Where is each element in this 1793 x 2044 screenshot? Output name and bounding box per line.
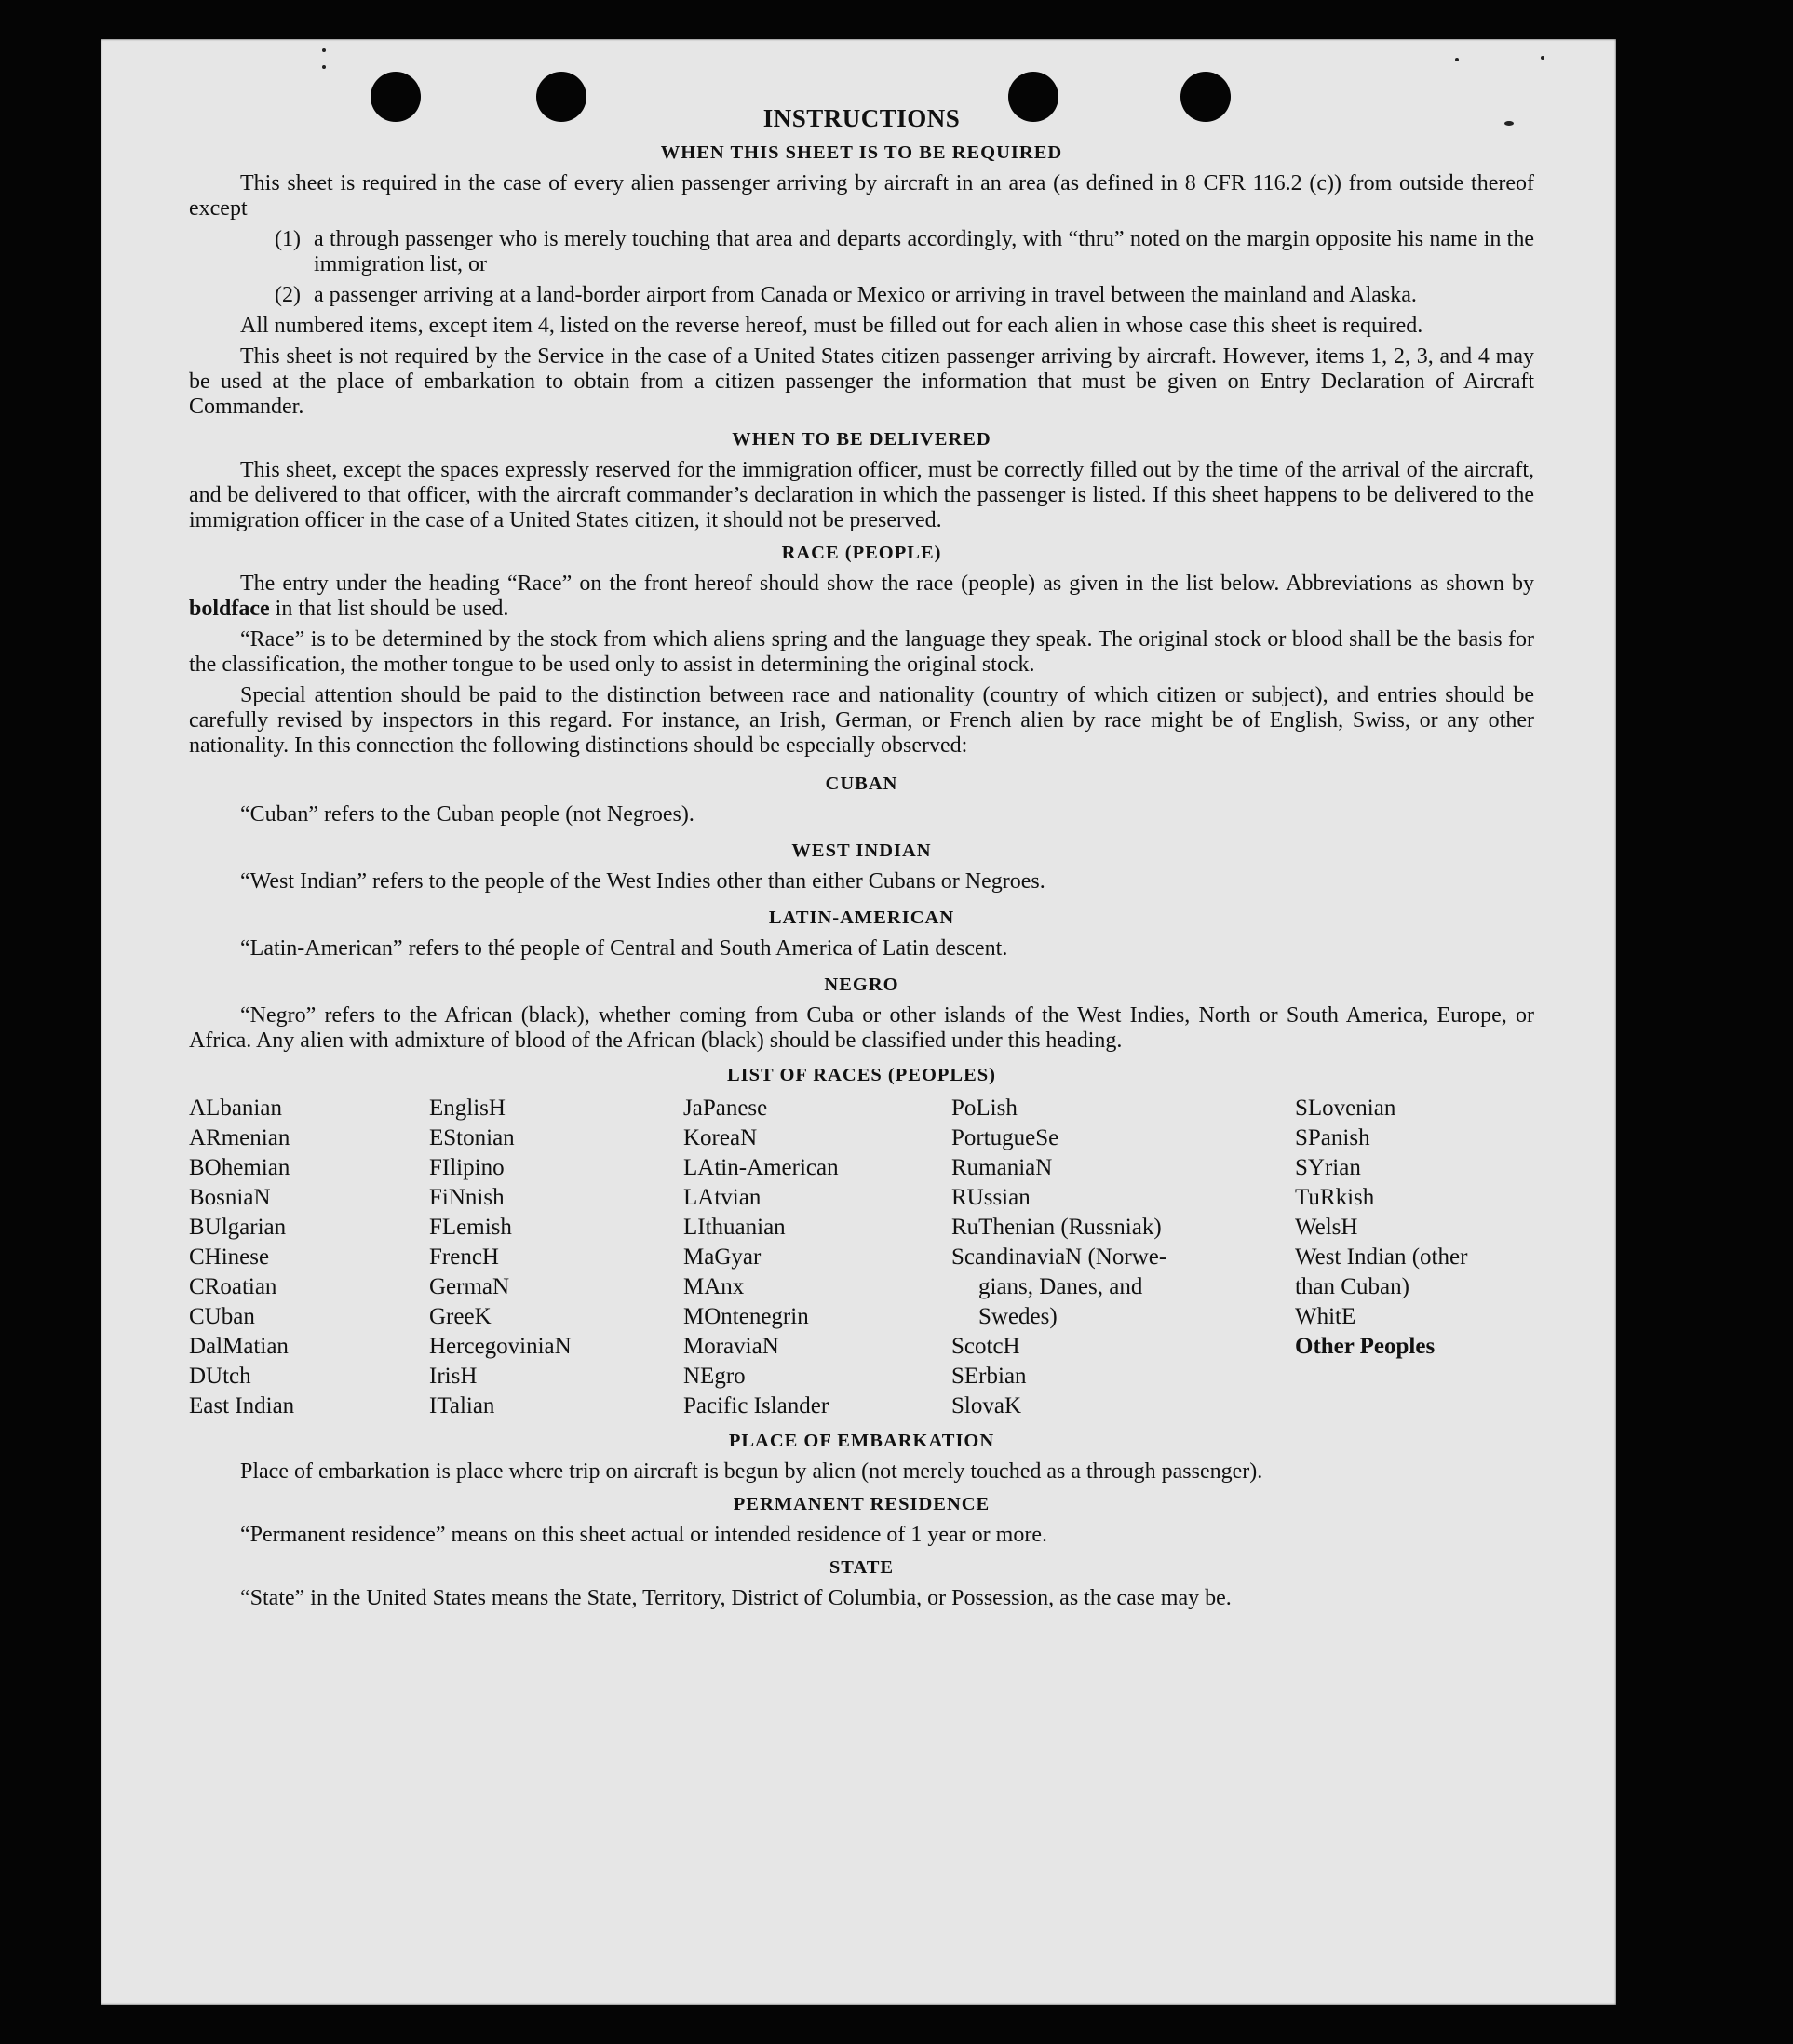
section-heading-delivered: WHEN TO BE DELIVERED <box>732 429 991 450</box>
instructions-content <box>189 104 1534 1617</box>
page-title: INSTRUCTIONS <box>762 104 961 132</box>
race-entry: BUlgarian <box>189 1215 287 1240</box>
race-entry: Swedes) <box>978 1304 1058 1329</box>
item-text: a through passenger who is merely touching that area and departs accordingly, with “thru” noted on the margin opposite his name in the immigration list, or <box>314 227 1534 276</box>
race-entry: DUtch <box>189 1364 251 1389</box>
race-entry: SPanish <box>1295 1125 1370 1150</box>
races-column <box>951 1094 1295 1421</box>
race-entry: ARmenian <box>189 1125 290 1150</box>
race-entry: GreeK <box>429 1304 492 1329</box>
definition-text: “Latin-American” refers to thé people of Central and South America of Latin descent. <box>240 936 1008 961</box>
item-number: (2) <box>275 283 301 307</box>
section-heading-race: RACE (PEOPLE) <box>781 543 942 563</box>
race-entry: ScotcH <box>951 1334 1020 1359</box>
race-entry: GermaN <box>429 1274 510 1299</box>
list-item <box>189 283 1534 308</box>
race-entry: FIlipino <box>429 1155 505 1180</box>
race-entry: CHinese <box>189 1244 270 1270</box>
paragraph: “Race” is to be determined by the stock from which aliens spring and the language they speak. The original stock or blood shall be the basis for the classification, the mother tongue to be used only to assist in determining the original stock. <box>189 627 1534 677</box>
paragraph: This sheet is required in the case of every alien passenger arriving by aircraft in an area (as defined in 8 CFR 116.2 (c)) from outside thereof except <box>189 171 1534 221</box>
speck-mark <box>1455 58 1459 61</box>
speck-mark <box>1541 56 1544 60</box>
races-column <box>189 1094 429 1421</box>
section-heading-list-of-races: LIST OF RACES (PEOPLES) <box>727 1065 996 1085</box>
paragraph: This sheet, except the spaces expressly reserved for the immigration officer, must be correctly filled out by the time of the arrival of the aircraft, and be delivered to that officer, with the aircraft commander’s declaration in which the passenger is listed. If this sheet happens to be delivered to the immigration officer in the case of a United States citizen, it should not be preserved. <box>189 458 1534 532</box>
race-entry: Pacific Islander <box>683 1393 829 1419</box>
race-entry: Other Peoples <box>1295 1334 1436 1359</box>
speck-mark <box>322 48 326 52</box>
races-list <box>189 1094 1534 1421</box>
speck-mark <box>322 65 326 69</box>
race-entry: LAtin-American <box>683 1155 839 1180</box>
race-entry: MAnx <box>683 1274 745 1299</box>
definition-text: “Cuban” refers to the Cuban people (not Negroes). <box>240 802 694 827</box>
definition-text: “Negro” refers to the African (black), whether coming from Cuba or other islands of the West Indies, North or South America, Europe, or Africa. Any alien with admixture of blood of the African (black) should be classified under this heading. <box>189 1003 1534 1053</box>
race-entry: PortugueSe <box>951 1125 1059 1150</box>
race-entry: WelsH <box>1295 1215 1358 1240</box>
paragraph: All numbered items, except item 4, listed on the reverse hereof, must be filled out for each alien in whose case this sheet is required. <box>240 314 1423 338</box>
race-entry: WhitE <box>1295 1304 1356 1329</box>
section-heading-residence: PERMANENT RESIDENCE <box>733 1494 991 1514</box>
document-sheet <box>101 39 1616 2005</box>
race-entry: MOntenegrin <box>683 1304 809 1329</box>
race-entry: HercegoviniaN <box>429 1334 572 1359</box>
item-number: (1) <box>275 227 301 251</box>
race-entry: NEgro <box>683 1364 746 1389</box>
race-entry: CRoatian <box>189 1274 277 1299</box>
race-entry: TuRkish <box>1295 1185 1375 1210</box>
race-entry: East Indian <box>189 1393 295 1419</box>
race-entry: West Indian (other <box>1295 1244 1468 1270</box>
race-entry: BosniaN <box>189 1185 271 1210</box>
race-entry: RUssian <box>951 1185 1031 1210</box>
race-entry: JaPanese <box>683 1096 768 1121</box>
race-entry: EnglisH <box>429 1096 506 1121</box>
race-entry: BOhemian <box>189 1155 290 1180</box>
race-entry: gians, Danes, and <box>978 1274 1143 1299</box>
race-entry: ALbanian <box>189 1096 282 1121</box>
boldface-word: boldface <box>189 597 270 621</box>
item-text: a passenger arriving at a land-border airport from Canada or Mexico or arriving in travel between the mainland and Alaska. <box>314 283 1417 307</box>
section-heading-state: STATE <box>829 1557 895 1578</box>
section-heading-cuban: CUBAN <box>825 773 898 794</box>
race-entry: LAtvian <box>683 1185 762 1210</box>
race-entry: LIthuanian <box>683 1215 786 1240</box>
section-heading-latin-american: LATIN-AMERICAN <box>768 908 955 928</box>
races-column <box>683 1094 951 1421</box>
race-entry: CUban <box>189 1304 255 1329</box>
race-entry: KoreaN <box>683 1125 758 1150</box>
paragraph: Special attention should be paid to the distinction between race and nationality (country of which citizen or subject), and entries should be carefully revised by inspectors in this regard. For instance, an Irish, German, or French alien by race might be of English, Swiss, or any other nationality. In this connection the following distinctions should be especially observed: <box>189 683 1534 758</box>
definition-text: “State” in the United States means the State, Territory, District of Columbia, or Possession, as the case may be. <box>240 1586 1232 1610</box>
race-entry: DalMatian <box>189 1334 289 1359</box>
race-entry: EStonian <box>429 1125 515 1150</box>
race-entry: FiNnish <box>429 1185 505 1210</box>
race-entry: than Cuban) <box>1295 1274 1409 1299</box>
race-entry: FLemish <box>429 1215 512 1240</box>
definition-text: “West Indian” refers to the people of the West Indies other than either Cubans or Negroes. <box>240 869 1045 894</box>
definition-text: Place of embarkation is place where trip on aircraft is begun by alien (not merely touched as a through passenger). <box>240 1459 1263 1484</box>
race-entry: FrencH <box>429 1244 499 1270</box>
race-entry: MoraviaN <box>683 1334 779 1359</box>
section-heading-negro: NEGRO <box>824 975 899 995</box>
race-entry: SlovaK <box>951 1393 1021 1419</box>
race-entry: ScandinaviaN (Norwe- <box>951 1244 1167 1270</box>
section-heading-required: WHEN THIS SHEET IS TO BE REQUIRED <box>660 142 1063 163</box>
races-column <box>429 1094 683 1421</box>
race-entry: RuThenian (Russniak) <box>951 1215 1162 1240</box>
race-entry: SErbian <box>951 1364 1027 1389</box>
paragraph <box>189 572 1534 622</box>
race-entry: SYrian <box>1295 1155 1361 1180</box>
race-entry: RumaniaN <box>951 1155 1053 1180</box>
section-heading-west-indian: WEST INDIAN <box>791 840 932 861</box>
definition-text: “Permanent residence” means on this sheet actual or intended residence of 1 year or more. <box>240 1523 1047 1547</box>
section-heading-embarkation: PLACE OF EMBARKATION <box>728 1431 995 1451</box>
paragraph: This sheet is not required by the Service in the case of a United States citizen passenger arriving by aircraft. However, items 1, 2, 3, and 4 may be used at the place of embarkation to obtain from a citizen passenger the information that must be given on Entry Declaration of Aircraft Commander. <box>189 344 1534 419</box>
race-entry: SLovenian <box>1295 1096 1396 1121</box>
list-item <box>189 227 1534 277</box>
race-entry: ITalian <box>429 1393 495 1419</box>
race-entry: IrisH <box>429 1364 478 1389</box>
race-entry: PoLish <box>951 1096 1018 1121</box>
text-span: in that list should be used. <box>269 597 509 621</box>
races-column <box>1295 1094 1534 1421</box>
race-entry: MaGyar <box>683 1244 762 1270</box>
text-span: The entry under the heading “Race” on the front hereof should show the race (people) as given in the list below. Abbreviations as shown by <box>240 572 1534 596</box>
